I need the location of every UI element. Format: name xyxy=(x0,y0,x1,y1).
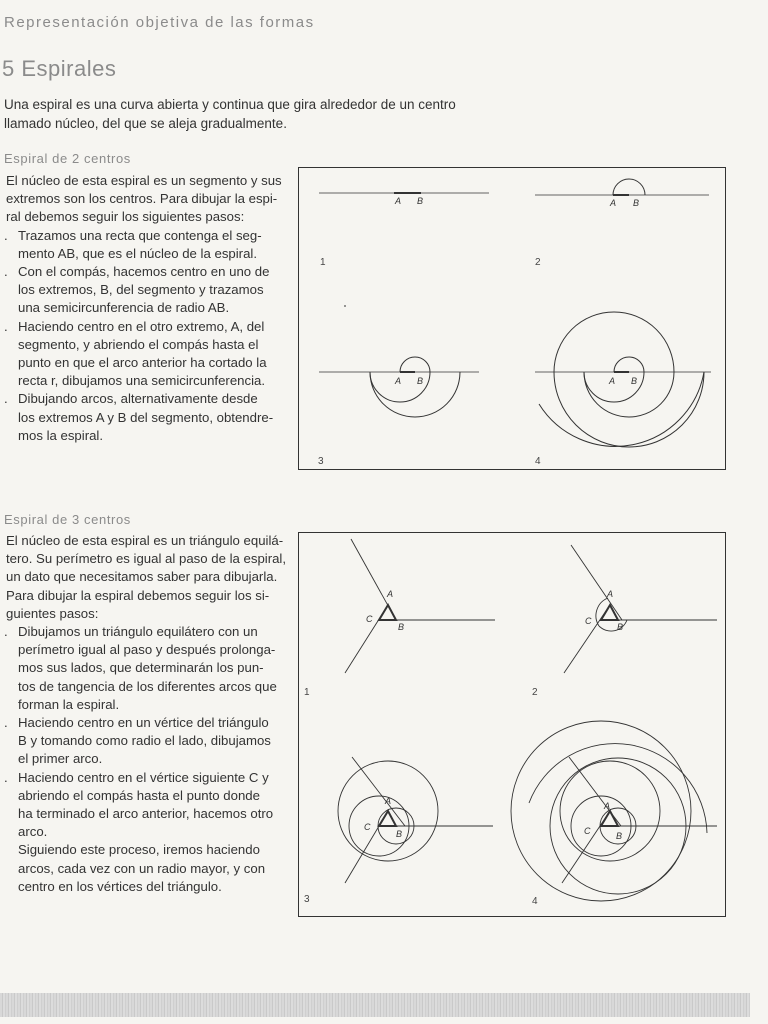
text-line: forman la espiral. xyxy=(18,696,120,712)
text-line: arco. xyxy=(18,824,48,840)
point-a-label: A xyxy=(387,589,394,599)
text-line: mos sus lados, que determinarán los pun- xyxy=(18,660,264,676)
closing-paragraph xyxy=(6,841,288,896)
point-a-label: A xyxy=(395,376,402,386)
point-a-label: A xyxy=(607,589,614,599)
spiral-2-diagram xyxy=(299,168,727,471)
text-line: una semicircunferencia de radio AB. xyxy=(18,300,230,316)
panel-number: 4 xyxy=(532,896,538,907)
text-line: mento AB, que es el núcleo de la espiral. xyxy=(18,245,257,261)
text-line: tos de tangencia de los diferentes arcos que xyxy=(18,678,277,694)
spiral3-text xyxy=(6,532,288,896)
text-line: Para dibujar la espiral debemos seguir los si- xyxy=(6,587,270,603)
panel-number: 4 xyxy=(535,456,541,467)
panel-1-drawing xyxy=(345,539,495,673)
point-a-label: A xyxy=(609,376,616,386)
point-b-label: B xyxy=(631,376,638,386)
steps-list xyxy=(6,227,288,445)
point-c-label: C xyxy=(585,616,592,626)
point-a-label: A xyxy=(385,796,392,806)
text-line: El núcleo de esta espiral es un segmento y sus xyxy=(6,173,282,188)
text-line: . Haciendo centro en el otro extremo, A, del xyxy=(18,318,265,334)
text-line: centro en los vértices del triángulo. xyxy=(18,878,222,894)
text-line: . Haciendo centro en un vértice del triángulo xyxy=(18,715,269,731)
point-b-label: B xyxy=(617,622,624,632)
text-line: El núcleo de esta espiral es un triángulo equilá- xyxy=(6,533,284,548)
section-intro xyxy=(4,95,504,133)
text-line: ral debemos seguir los siguientes pasos: xyxy=(6,209,245,225)
panel-3-drawing xyxy=(338,757,493,883)
point-b-label: B xyxy=(417,376,424,386)
text-line: . Dibujamos un triángulo equilátero con un xyxy=(18,624,258,640)
text-line: arcos, cada vez con un radio mayor, y con xyxy=(18,860,266,876)
panel-number: 2 xyxy=(532,687,538,698)
panel-number: 3 xyxy=(304,894,310,905)
text-line: segmento, y abriendo el compás hasta el xyxy=(18,336,259,352)
step-item xyxy=(6,227,288,263)
text-line: . Haciendo centro en el vértice siguiente C y xyxy=(18,769,269,785)
text-line: guientes pasos: xyxy=(6,605,99,621)
intro-line: llamado núcleo, del que se aleja gradualmente. xyxy=(4,116,287,131)
text-line: B y tomando como radio el lado, dibujamos xyxy=(18,733,271,749)
panel-number: 2 xyxy=(535,257,541,268)
subtitle-spiral-2: Espiral de 2 centros xyxy=(4,151,131,166)
point-c-label: C xyxy=(364,822,371,832)
point-a-label: A xyxy=(610,198,617,208)
text-line: . Trazamos una recta que contenga el seg- xyxy=(18,227,262,243)
figure-spiral-3-centres xyxy=(298,532,726,917)
panel-number: 3 xyxy=(318,456,324,467)
steps-list xyxy=(6,623,288,841)
point-b-label: B xyxy=(633,198,640,208)
text-line: el primer arco. xyxy=(18,751,103,767)
text-line: punto en que el arco anterior ha cortado la xyxy=(18,355,267,371)
text-line: Siguiendo este proceso, iremos haciendo xyxy=(18,842,260,858)
step-item xyxy=(6,263,288,318)
footer-band xyxy=(0,993,750,1017)
point-a-label: A xyxy=(604,801,611,811)
text-line: un dato que necesitamos saber para dibujarla. xyxy=(6,569,278,585)
panel-4-drawing xyxy=(511,721,717,901)
text-line: . Con el compás, hacemos centro en uno de xyxy=(18,264,270,280)
spiral2-text xyxy=(6,172,288,445)
panel-number: 1 xyxy=(304,687,310,698)
point-c-label: C xyxy=(366,614,373,624)
panel-3-drawing xyxy=(319,357,479,417)
point-b-label: B xyxy=(398,622,405,632)
text-line: extremos son los centros. Para dibujar la espi- xyxy=(6,191,278,207)
text-line: tero. Su perímetro es igual al paso de la espiral, xyxy=(6,551,287,567)
intro-line: Una espiral es una curva abierta y continua que gira alrededor de un centro xyxy=(4,97,456,112)
point-b-label: B xyxy=(417,196,424,206)
subtitle-spiral-3: Espiral de 3 centros xyxy=(4,512,131,527)
text-line: mos la espiral. xyxy=(18,427,104,443)
point-b-label: B xyxy=(396,829,403,839)
text-line: los extremos, B, del segmento y trazamos xyxy=(18,282,264,298)
point-b-label: B xyxy=(616,831,623,841)
text-line: ha terminado el arco anterior, hacemos otro xyxy=(18,806,274,822)
section-title: 5 Espirales xyxy=(2,56,117,81)
panel-2-drawing xyxy=(535,179,709,195)
text-line: perímetro igual al paso y después prolonga- xyxy=(18,642,276,658)
running-header: Representación objetiva de las formas xyxy=(4,14,315,31)
step-item xyxy=(6,390,288,445)
figure-spiral-2-centres xyxy=(298,167,726,470)
text-line: los extremos A y B del segmento, obtendre- xyxy=(18,409,274,425)
point-c-label: C xyxy=(584,826,591,836)
text-line: abriendo el compás hasta el punto donde xyxy=(18,787,260,803)
point-a-label: A xyxy=(395,196,402,206)
panel-number: 1 xyxy=(320,257,326,268)
step-item xyxy=(6,318,288,391)
panel-2-drawing xyxy=(564,545,717,673)
panel-4-drawing xyxy=(535,312,711,447)
step-item xyxy=(6,714,288,769)
spiral-3-diagram xyxy=(299,533,727,918)
text-line: recta r, dibujamos una semicircunferencia. xyxy=(18,373,266,389)
step-item xyxy=(6,623,288,714)
step-item xyxy=(6,769,288,842)
text-line: . Dibujando arcos, alternativamente desde xyxy=(18,391,258,407)
